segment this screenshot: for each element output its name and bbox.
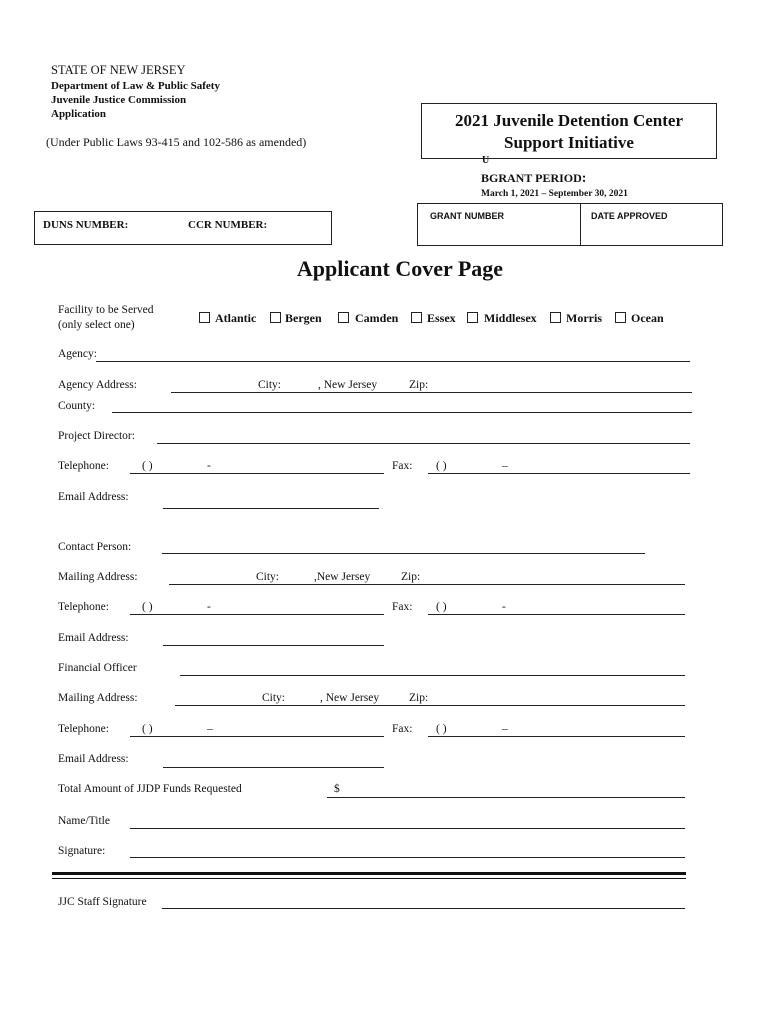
jjc-staff-signature-label: JJC Staff Signature: [58, 896, 147, 908]
duns-ccr-box[interactable]: [34, 211, 332, 245]
duns-number-label: DUNS NUMBER:: [43, 219, 129, 231]
financial-officer-field[interactable]: [180, 675, 685, 676]
checkbox-morris[interactable]: [550, 312, 561, 323]
agency-label: Agency:: [58, 348, 97, 360]
financial-fax-dash: –: [502, 723, 508, 735]
financial-zip-label: Zip:: [409, 692, 429, 704]
telephone-area-code: ( ): [142, 460, 153, 472]
contact-zip-label: Zip:: [401, 571, 421, 583]
department-heading: Department of Law & Public Safety: [51, 80, 220, 92]
facility-label: Facility to be Served: [58, 304, 154, 316]
agency-field[interactable]: [96, 361, 690, 362]
contact-fax-dash: -: [502, 601, 506, 613]
financial-telephone-dash: –: [207, 723, 213, 735]
telephone-label: Telephone:: [58, 460, 109, 472]
telephone-field[interactable]: [130, 473, 384, 474]
email-label: Email Address:: [58, 491, 129, 503]
project-director-field[interactable]: [157, 443, 690, 444]
program-title-box: [421, 103, 717, 159]
email-field[interactable]: [163, 508, 379, 509]
contact-email-field[interactable]: [163, 645, 384, 646]
contact-state-label: ,New Jersey: [314, 571, 371, 583]
checkbox-middlesex[interactable]: [467, 312, 478, 323]
option-middlesex-label: Middlesex: [484, 311, 537, 325]
financial-telephone-label: Telephone:: [58, 723, 109, 735]
option-ocean-label: Ocean: [631, 311, 664, 325]
fax-dash: –: [502, 460, 508, 472]
county-field[interactable]: [112, 412, 692, 413]
checkbox-essex[interactable]: [411, 312, 422, 323]
contact-telephone-label: Telephone:: [58, 601, 109, 613]
agency-city-label: City:: [258, 379, 282, 391]
program-title-line2: Support Initiative: [504, 133, 634, 152]
financial-officer-label: Financial Officer: [58, 662, 137, 674]
checkbox-camden[interactable]: [338, 312, 349, 323]
option-essex-label: Essex: [427, 311, 456, 325]
agency-zip-label: Zip:: [409, 379, 429, 391]
option-bergen-label: Bergen: [285, 311, 322, 325]
checkbox-ocean[interactable]: [615, 312, 626, 323]
fax-area-code: ( ): [436, 460, 447, 472]
checkbox-atlantic[interactable]: [199, 312, 210, 323]
grant-approval-box[interactable]: [417, 203, 723, 246]
option-camden-label: Camden: [355, 311, 399, 325]
financial-email-label: Email Address:: [58, 753, 129, 765]
signature-label: Signature:: [58, 845, 106, 857]
telephone-dash: -: [207, 460, 211, 472]
agency-state-label: , New Jersey: [318, 379, 378, 391]
checkbox-bergen[interactable]: [270, 312, 281, 323]
grant-number-label: GRANT NUMBER: [430, 211, 504, 221]
contact-person-field[interactable]: [162, 553, 645, 554]
total-amount-label: Total Amount of JJDP Funds Requested: [58, 783, 242, 795]
financial-fax-area-code: ( ): [436, 723, 447, 735]
grant-box-divider: [580, 204, 581, 245]
commission-heading: Juvenile Justice Commission: [51, 94, 187, 106]
contact-fax-label: Fax:: [392, 601, 413, 613]
date-approved-label: DATE APPROVED: [591, 211, 668, 221]
dollar-sign: $: [334, 783, 340, 795]
ccr-number-label: CCR NUMBER:: [188, 219, 268, 231]
page-title: Applicant Cover Page: [296, 256, 504, 281]
financial-telephone-area-code: ( ): [142, 723, 153, 735]
facility-sublabel: (only select one): [58, 319, 135, 331]
contact-telephone-field[interactable]: [130, 614, 384, 615]
project-director-label: Project Director:: [58, 430, 135, 442]
application-heading: Application: [51, 108, 107, 120]
grant-period-stray-mark: U: [482, 155, 490, 166]
fax-label: Fax:: [392, 460, 413, 472]
contact-fax-field[interactable]: [428, 614, 685, 615]
contact-telephone-dash: -: [207, 601, 211, 613]
financial-mailing-address-field[interactable]: [175, 705, 685, 706]
contact-telephone-area-code: ( ): [142, 601, 153, 613]
contact-mailing-address-label: Mailing Address:: [58, 571, 138, 583]
financial-state-label: , New Jersey: [320, 692, 380, 704]
name-title-field[interactable]: [130, 828, 685, 829]
contact-mailing-address-field[interactable]: [169, 584, 685, 585]
agency-address-field[interactable]: [171, 392, 692, 393]
signature-field[interactable]: [130, 857, 685, 858]
contact-fax-area-code: ( ): [436, 601, 447, 613]
contact-email-label: Email Address:: [58, 632, 129, 644]
divider-rule-thick: [52, 872, 686, 875]
financial-email-field[interactable]: [163, 767, 384, 768]
financial-telephone-field[interactable]: [130, 736, 384, 737]
option-atlantic-label: Atlantic: [215, 311, 257, 325]
grant-period-dates: March 1, 2021 – September 30, 2021: [481, 189, 628, 199]
grant-period-label: BGRANT PERIOD:: [481, 171, 587, 186]
financial-mailing-address-label: Mailing Address:: [58, 692, 138, 704]
financial-fax-field[interactable]: [428, 736, 685, 737]
total-amount-field[interactable]: [327, 797, 685, 798]
option-morris-label: Morris: [566, 311, 602, 325]
financial-city-label: City:: [262, 692, 286, 704]
public-laws-note: (Under Public Laws 93-415 and 102-586 as amended): [46, 135, 307, 149]
program-title-line1: 2021 Juvenile Detention Center: [454, 111, 684, 130]
state-heading: STATE OF NEW JERSEY: [51, 63, 186, 77]
name-title-label: Name/Title: [58, 815, 110, 827]
jjc-staff-signature-field[interactable]: [162, 908, 685, 909]
divider-rule-thin: [52, 878, 686, 879]
fax-field[interactable]: [428, 473, 690, 474]
contact-person-label: Contact Person:: [58, 541, 132, 553]
agency-address-label: Agency Address:: [58, 379, 137, 391]
financial-fax-label: Fax:: [392, 723, 413, 735]
contact-city-label: City:: [256, 571, 280, 583]
county-label: County:: [58, 400, 96, 412]
